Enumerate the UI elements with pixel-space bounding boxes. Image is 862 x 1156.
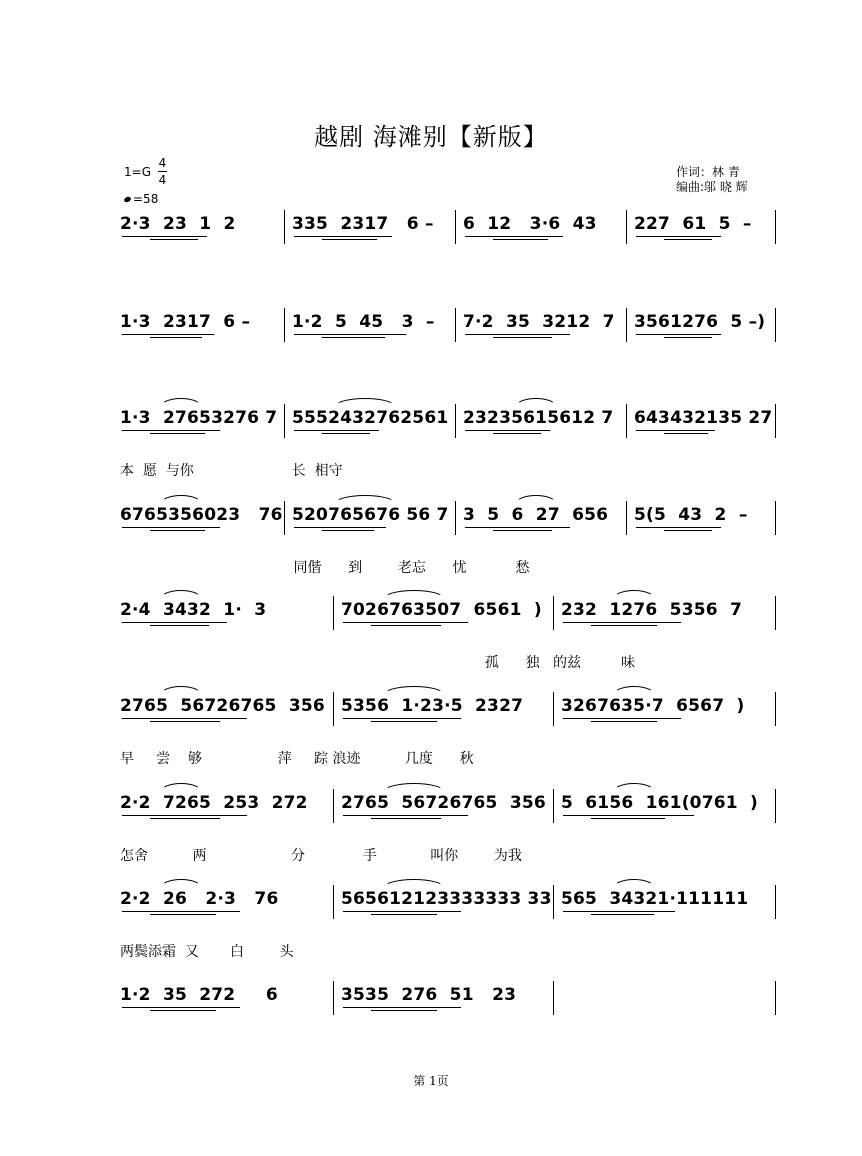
- beam-line: [122, 430, 220, 431]
- measure: 1·2 5 45 3 –: [292, 312, 435, 332]
- tie-arc: [383, 686, 445, 695]
- barline: [553, 692, 554, 726]
- beam-line: [122, 527, 220, 528]
- tie-arc: [613, 686, 655, 695]
- beam-line: [493, 530, 552, 531]
- beam-line: [122, 815, 247, 816]
- measure: 643432135 27: [634, 408, 773, 428]
- barline: [284, 501, 285, 535]
- arranger: 编曲:邬 晓 辉: [676, 180, 748, 194]
- measure: 7026763507 6561 ): [341, 600, 542, 620]
- beam-line: [150, 239, 198, 240]
- time-bottom: 4: [158, 173, 167, 187]
- beam-line: [636, 334, 721, 335]
- score-system: [0, 312, 862, 382]
- beam-line: [664, 337, 712, 338]
- beam-line: [150, 433, 205, 434]
- barline: [775, 501, 776, 535]
- lyrics-line: 怎舍 两 分 手 叫你 为我: [120, 848, 522, 864]
- beam-line: [371, 721, 437, 722]
- beam-line: [636, 236, 721, 237]
- beam-line: [122, 911, 240, 912]
- beam-line: [465, 334, 570, 335]
- measure: 335 2317 6 –: [292, 214, 434, 234]
- measure: 2·2 7265 253 272: [120, 793, 308, 813]
- measure: 1·2 35 272 6: [120, 985, 278, 1005]
- measure: 1·3 27653276 7: [120, 408, 278, 428]
- measure: 565612123333333 33: [341, 889, 552, 909]
- credits: [676, 165, 748, 195]
- barline: [333, 789, 334, 823]
- beam-line: [343, 718, 461, 719]
- beam-line: [294, 236, 392, 237]
- beam-line: [122, 622, 227, 623]
- score-system: [0, 696, 862, 766]
- beam-line: [664, 530, 712, 531]
- measure: 520765676 56 7: [292, 505, 449, 525]
- measure: 2765 56726765 356: [341, 793, 546, 813]
- beam-line: [465, 527, 570, 528]
- time-divider: [158, 171, 167, 172]
- beam-line: [636, 527, 721, 528]
- barline: [333, 596, 334, 630]
- tie-arc: [383, 590, 445, 599]
- score-system: [0, 505, 862, 575]
- tie-arc: [383, 783, 445, 792]
- barline: [775, 692, 776, 726]
- barline: [333, 981, 334, 1015]
- measure: 23235615612 7: [463, 408, 614, 428]
- barline: [284, 404, 285, 438]
- tempo-value: =58: [133, 192, 159, 206]
- beam-line: [371, 625, 441, 626]
- tie-arc: [334, 398, 396, 407]
- tie-arc: [334, 495, 396, 504]
- barline: [775, 404, 776, 438]
- barline: [775, 596, 776, 630]
- measure: 3535 276 51 23: [341, 985, 517, 1005]
- tie-arc: [613, 590, 655, 599]
- beam-line: [591, 818, 665, 819]
- beam-line: [150, 530, 205, 531]
- page-title: 越剧 海滩别【新版】: [314, 123, 548, 151]
- barline: [553, 596, 554, 630]
- measure: 5 6156 161(0761 ): [561, 793, 758, 813]
- lyrics-line: 孤 独 的兹 味: [120, 655, 636, 671]
- barline: [553, 885, 554, 919]
- beam-line: [371, 818, 441, 819]
- beam-line: [322, 433, 370, 434]
- barline: [775, 885, 776, 919]
- beam-line: [465, 236, 563, 237]
- beam-line: [322, 239, 377, 240]
- beam-line: [563, 718, 681, 719]
- measure: 2·4 3432 1· 3: [120, 600, 267, 620]
- score-system: [0, 793, 862, 863]
- measure: 6765356023 76: [120, 505, 283, 525]
- tie-arc: [160, 495, 202, 504]
- beam-line: [493, 433, 541, 434]
- tie-arc: [160, 590, 202, 599]
- barline: [455, 501, 456, 535]
- tie-arc: [383, 879, 445, 888]
- beam-line: [493, 239, 548, 240]
- beam-line: [563, 911, 675, 912]
- barline: [455, 210, 456, 244]
- tie-arc: [613, 879, 655, 888]
- beam-line: [343, 911, 461, 912]
- measure: 2·3 23 1 2: [120, 214, 236, 234]
- barline: [626, 210, 627, 244]
- beam-line: [150, 337, 202, 338]
- lyrics-line: 早 尝 够 萍 踪 浪迹 几度 秋: [120, 751, 474, 767]
- measure: 3 5 6 27 656: [463, 505, 609, 525]
- beam-line: [122, 718, 247, 719]
- barline: [284, 308, 285, 342]
- score-system: [0, 985, 862, 1055]
- beam-line: [322, 530, 374, 531]
- beam-line: [294, 430, 379, 431]
- measure: 5552432762561: [292, 408, 449, 428]
- time-signature: [158, 156, 167, 187]
- barline: [626, 404, 627, 438]
- measure: 565 34321·111111: [561, 889, 749, 909]
- measure: 7·2 35 3212 7: [463, 312, 615, 332]
- barline: [553, 981, 554, 1015]
- beam-line: [343, 622, 468, 623]
- tie-arc: [160, 398, 202, 407]
- barline: [626, 501, 627, 535]
- beam-line: [493, 337, 552, 338]
- score-system: [0, 889, 862, 959]
- beam-line: [122, 334, 214, 335]
- beam-line: [371, 1010, 437, 1011]
- beam-line: [636, 430, 715, 431]
- beam-line: [122, 236, 207, 237]
- measure: 1·3 2317 6 –: [120, 312, 251, 332]
- measure: 2·2 26 2·3 76: [120, 889, 279, 909]
- measure: 3267635·7 6567 ): [561, 696, 745, 716]
- beam-line: [591, 721, 657, 722]
- score-system: [0, 408, 862, 478]
- barline: [775, 308, 776, 342]
- beam-line: [322, 337, 385, 338]
- measure: 3561276 5 –): [634, 312, 766, 332]
- tie-arc: [160, 879, 202, 888]
- score-system: [0, 214, 862, 284]
- beam-line: [465, 430, 550, 431]
- beam-line: [563, 815, 694, 816]
- measure: 5(5 43 2 –: [634, 505, 748, 525]
- beam-line: [150, 914, 216, 915]
- barline: [553, 789, 554, 823]
- barline: [284, 210, 285, 244]
- barline: [775, 789, 776, 823]
- beam-line: [150, 818, 220, 819]
- lyricist: 作词：林 青: [676, 165, 740, 179]
- barline: [333, 885, 334, 919]
- score-system: [0, 600, 862, 670]
- beam-line: [150, 721, 220, 722]
- beam-line: [150, 625, 209, 626]
- lyrics-line: 两鬓添霜 又 白 头: [120, 944, 294, 960]
- beam-line: [122, 1007, 240, 1008]
- barline: [626, 308, 627, 342]
- barline: [455, 404, 456, 438]
- barline: [455, 308, 456, 342]
- half-note-icon: [123, 196, 131, 203]
- measure: 232 1276 5356 7: [561, 600, 743, 620]
- beam-line: [664, 239, 712, 240]
- beam-line: [150, 1010, 216, 1011]
- beam-line: [343, 1007, 461, 1008]
- lyrics-line: 同偕 到 老忘 忧 愁: [120, 560, 530, 576]
- beam-line: [664, 433, 708, 434]
- time-top: 4: [158, 156, 167, 170]
- beam-line: [591, 625, 657, 626]
- barline: [775, 981, 776, 1015]
- tie-arc: [160, 783, 202, 792]
- tie-arc: [515, 495, 557, 504]
- tie-arc: [613, 783, 655, 792]
- lyrics-line: 本 愿 与你 长 相守: [120, 463, 343, 479]
- page-number: 第 1页: [413, 1074, 449, 1088]
- barline: [775, 210, 776, 244]
- tie-arc: [515, 398, 557, 407]
- beam-line: [294, 527, 386, 528]
- beam-line: [294, 334, 406, 335]
- beam-line: [371, 914, 437, 915]
- tempo-mark: [124, 192, 158, 206]
- beam-line: [591, 914, 654, 915]
- measure: 227 61 5 –: [634, 214, 752, 234]
- measure: 5356 1·23·5 2327: [341, 696, 524, 716]
- beam-line: [563, 622, 681, 623]
- tie-arc: [160, 686, 202, 695]
- barline: [333, 692, 334, 726]
- measure: 6 12 3·6 43: [463, 214, 597, 234]
- beam-line: [343, 815, 468, 816]
- key-signature: 1=G: [124, 165, 151, 179]
- measure: 2765 56726765 356: [120, 696, 325, 716]
